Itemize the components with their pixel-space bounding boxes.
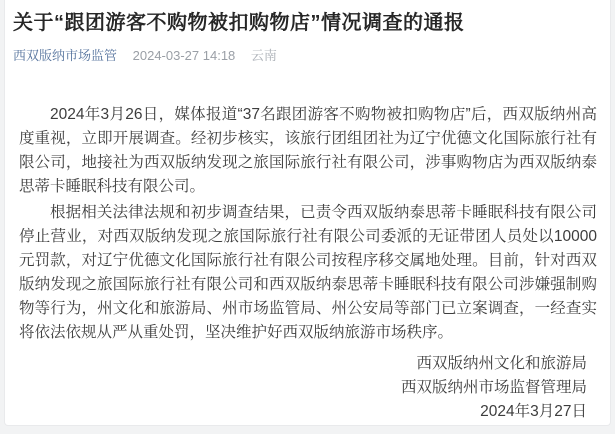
signature-line-agency-1: 西双版纳州文化和旅游局 — [416, 355, 587, 372]
source-link[interactable]: 西双版纳市场监管 — [13, 48, 118, 63]
page-title: 关于“跟团游客不购物被扣购物店”情况调查的通报 — [13, 12, 465, 34]
region-label: 云南 — [250, 48, 277, 63]
paragraph-1: 2024年3月26日，媒体报道“37名跟团游客不购物被扣购物店”后，西双版纳州高度重视，立即开展调查。经初步核实，该旅行团组团社为辽宁优德文化国际旅行社有限公司，地接社为西双版纳发现之旅国际旅行社有限公司，涉事购物店为西双版纳泰思蒂卡睡眠科技有限公司。 — [19, 106, 597, 195]
byline — [5, 37, 610, 65]
signature-line-agency-2: 西双版纳州市场监督管理局 — [400, 379, 587, 396]
signature-date: 2024年3月27日 — [480, 403, 587, 420]
publish-timestamp: 2024-03-27 14:18 — [132, 48, 236, 63]
paragraph-2: 根据相关法律法规和初步调查结果，已责令西双版纳泰思蒂卡睡眠科技有限公司停止营业，对西双版纳发现之旅国际旅行社有限公司委派的无证带团人员处以10000元罚款，对辽宁优德文化国际旅行社有限公司按程序移交属地处理。目前，针对西双版纳发现之旅国际旅行社有限公司和西双版纳泰思蒂卡睡眠科技有限公司涉嫌强制购物等行为，州文化和旅游局、州市场监管局、州公安局等部门已立案调查，一经查实将依法依规从严从重处罚，坚决维护好西双版纳旅游市场秩序。 — [19, 204, 597, 341]
article-body — [5, 65, 610, 424]
signature-block — [19, 352, 597, 424]
article-card — [4, 0, 611, 426]
